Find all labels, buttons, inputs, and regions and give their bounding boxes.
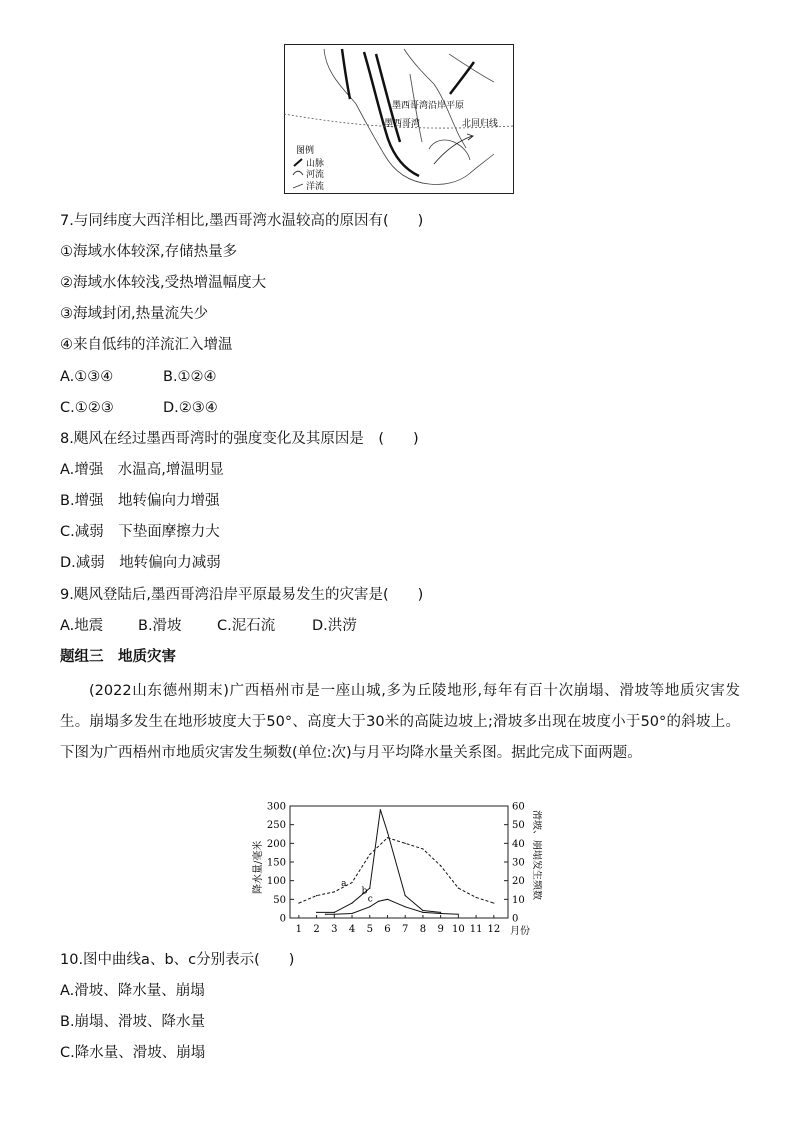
q7-item-1: ①海域水体较深,存储热量多 [60,244,238,260]
q7-option-d[interactable]: D.②③④ [163,400,218,416]
q10-stem: 10.图中曲线a、b、c分别表示( ) [60,952,295,968]
x-tick-label: 8 [419,924,427,935]
series-point-a [351,882,352,883]
q9-option-c[interactable]: C.泥石流 [217,618,276,634]
q7-item-2: ②海域水体较浅,受热增温幅度大 [60,275,267,291]
q8-option-b[interactable]: B.增强 地转偏向力增强 [60,493,220,509]
series-point-a [316,895,317,896]
left-tick-label: 300 [266,801,286,813]
chart-plot-frame [290,806,508,918]
legend-river: 河流 [306,170,325,180]
right-tick-label: 20 [512,876,525,888]
q7-options-row-2 [60,398,218,418]
series-point-a [493,902,494,903]
left-tick-label: 50 [273,894,286,906]
series-point-b [387,832,388,833]
q7-item-3: ③海域封闭,热量流失少 [60,306,209,322]
x-tick-label: 11 [469,924,483,935]
series-point-b [351,902,352,903]
passage: (2022山东德州期末)广西梧州市是一座山城,多为丘陵地形,每年有百十次崩塌、滑坡等地质灾害发生。崩塌多发生在地形坡度大于50°、高度大于30米的高陡边坡上;滑坡多出现在坡度小于50°的斜坡上。下图为广西梧州市地质灾害发生频数(单位:次)与月平均降水量关系图。据此完成下面两题。 [60,683,740,761]
x-tick-label: 2 [313,924,320,935]
chart-ylabel-right: 滑坡、崩塌发生频数 [531,810,542,900]
map-label-plain: 墨西哥湾沿岸平原 [392,101,465,111]
series-point-a [440,865,441,866]
north-america-map [284,44,514,194]
series-point-c [325,914,326,915]
q8-option-d[interactable]: D.减弱 地转偏向力减弱 [60,555,221,571]
q7-options-row-1 [60,367,217,387]
series-point-c [378,901,379,902]
series-point-c [405,906,406,907]
q9-option-a[interactable]: A.地震 [60,618,104,634]
right-tick-label: 0 [512,913,519,925]
right-tick-label: 40 [512,838,525,850]
chart-ylabel-left: 降水量/毫米 [253,840,264,894]
series-point-a [369,854,370,855]
x-tick-label: 9 [437,924,444,935]
map-label-tropic: 北回归线 [462,119,499,129]
x-tick-label: 10 [452,924,465,935]
series-point-b [316,912,317,913]
q7-option-b[interactable]: B.①②④ [163,369,217,385]
q8-option-c[interactable]: C.减弱 下垫面摩擦力大 [60,524,220,540]
series-point-a [405,843,406,844]
x-tick-label: 12 [487,924,501,935]
q7-stem: 7.与同纬度大西洋相比,墨西哥湾水温较高的原因有( ) [60,213,424,229]
series-point-c [458,914,459,915]
section-title: 题组三 地质灾害 [60,649,176,665]
q10-option-a[interactable]: A.滑坡、降水量、崩塌 [60,983,205,999]
left-tick-label: 200 [266,838,286,850]
right-tick-label: 60 [512,801,525,813]
series-point-a [458,888,459,889]
q7-option-c[interactable]: C.①②③ [60,400,114,416]
left-tick-label: 250 [266,820,286,832]
x-tick-label: 6 [384,924,391,935]
series-point-c [422,912,423,913]
q9-option-d[interactable]: D.洪涝 [312,618,357,634]
series-label-c: c [367,894,373,905]
series-point-a [422,848,423,849]
x-tick-label: 3 [331,924,338,935]
right-tick-label: 50 [512,820,525,832]
q9-options-row [60,616,357,636]
series-point-c [334,914,335,915]
series-point-b [440,912,441,913]
series-point-b [422,910,423,911]
q8-option-a[interactable]: A.增强 水温高,增温明显 [60,462,224,478]
series-layer [298,809,494,915]
series-point-a [334,891,335,892]
series-point-b [334,912,335,913]
right-tick-label: 10 [512,894,525,906]
series-point-c [369,906,370,907]
series-point-a [387,837,388,838]
q10-option-b[interactable]: B.崩塌、滑坡、降水量 [60,1014,206,1030]
legend-current: 洋流 [306,182,325,192]
series-point-b [380,809,381,810]
series-point-c [351,913,352,914]
q8-stem: 8.飓风在经过墨西哥湾时的强度变化及其原因是 ( ) [60,431,419,447]
map-label-gulf: 墨西哥湾 [384,119,421,129]
series-point-c [387,899,388,900]
series-line-a [299,838,494,903]
right-tick-label: 30 [512,857,525,869]
right-axis-ticks [504,802,525,925]
series-point-a [475,897,476,898]
q7-item-4: ④来自低纬的洋流汇入增温 [60,337,233,353]
series-point-a [298,902,299,903]
q9-option-b[interactable]: B.滑坡 [138,618,182,634]
legend-title: 图例 [296,146,315,156]
x-tick-label: 4 [348,924,356,935]
q9-stem: 9.飓风登陆后,墨西哥湾沿岸平原最易发生的灾害是( ) [60,587,424,603]
x-tick-label: 5 [366,924,373,935]
series-point-c [440,913,441,914]
series-line-b [317,810,441,913]
series-point-b [369,888,370,889]
left-tick-label: 0 [279,913,286,925]
x-tick-label: 7 [402,924,409,935]
x-tick-label: 1 [295,924,303,935]
series-label-b: b [361,886,368,897]
q10-option-c[interactable]: C.降水量、滑坡、崩塌 [60,1045,206,1061]
chart-x-unit: 月份 [510,926,530,937]
chart-figure [252,798,542,943]
map-figure [284,44,514,194]
q7-option-a[interactable]: A.①③④ [60,369,114,385]
series-point-b [405,895,406,896]
left-tick-label: 100 [266,876,286,888]
disaster-rainfall-chart [252,798,542,943]
series-label-a: a [341,878,347,889]
legend-mountain: 山脉 [306,159,325,169]
left-tick-label: 150 [266,857,286,869]
